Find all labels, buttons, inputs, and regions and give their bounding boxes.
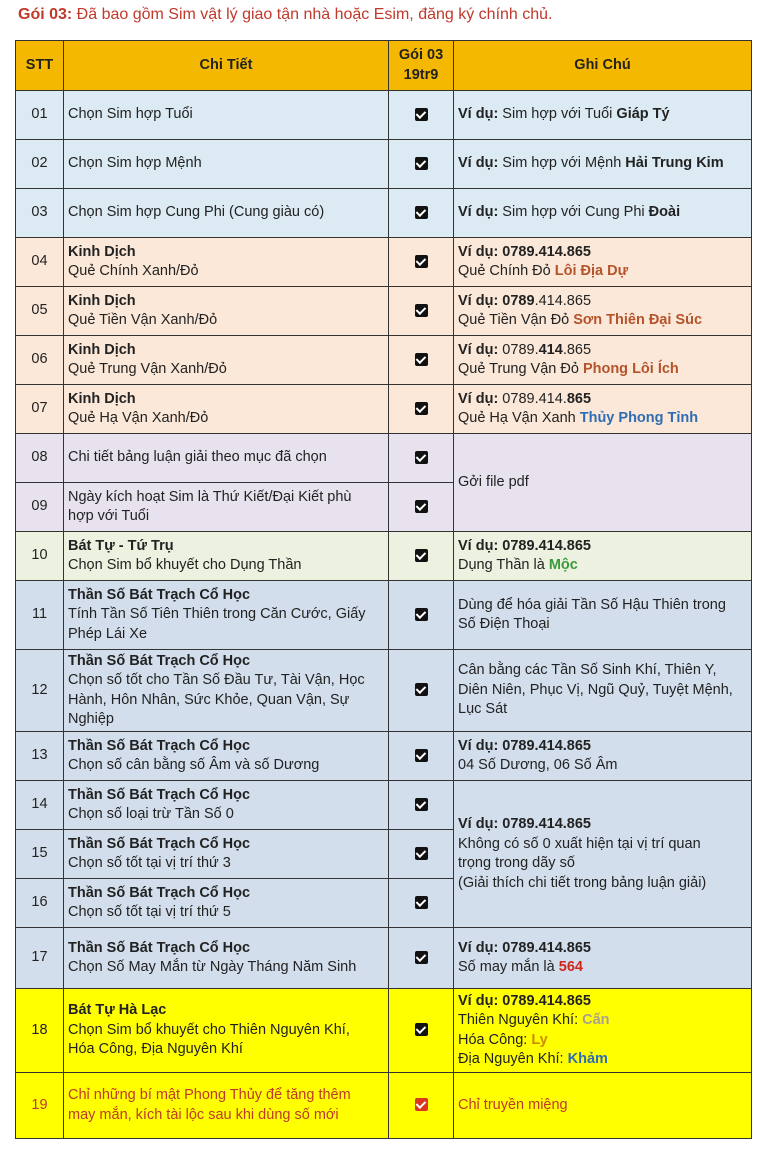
checked-checkbox-icon — [415, 108, 428, 121]
checked-checkbox-icon — [415, 402, 428, 415]
checked-checkbox-icon — [415, 608, 428, 621]
checked-checkbox-icon — [415, 304, 428, 317]
note-cell: Cân bằng các Tần Số Sinh Khí, Thiên Y, Diên Niên, Phục Vị, Ngũ Quỷ, Tuyệt Mệnh, Lục Sát — [454, 650, 752, 732]
table-row: 08 Chi tiết bảng luận giải theo mục đã chọn Gởi file pdf — [16, 434, 752, 483]
note-cell: Ví dụ: 0789.414.865 Quẻ Tiền Vận Đỏ Sơn Thiên Đại Súc — [454, 287, 752, 336]
package-table — [15, 40, 752, 1139]
checked-checkbox-icon — [415, 951, 428, 964]
detail-cell: Chọn Sim hợp Mệnh — [64, 140, 389, 189]
note-cell: Ví dụ: Sim hợp với Cung Phi Đoài — [454, 189, 752, 238]
checked-checkbox-icon — [415, 896, 428, 909]
table-row: 04 Kinh Dịch Quẻ Chính Xanh/Đỏ Ví dụ: 0789.414.865 Quẻ Chính Đỏ Lôi Địa Dự — [16, 238, 752, 287]
note-cell: Ví dụ: 0789.414.865 Thiên Nguyên Khí: Cấn Hóa Công: Ly Địa Nguyên Khí: Khảm — [454, 989, 752, 1073]
checked-checkbox-icon — [415, 798, 428, 811]
checked-checkbox-icon — [415, 847, 428, 860]
detail-cell: Kinh Dịch Quẻ Trung Vận Xanh/Đỏ — [64, 336, 389, 385]
detail-cell: Bát Tự - Tứ Trụ Chọn Sim bổ khuyết cho Dụng Thần — [64, 532, 389, 581]
heading-text: Đã bao gồm Sim vật lý giao tận nhà hoặc Esim, đăng ký chính chủ. — [72, 6, 553, 23]
detail-cell: Chọn Sim hợp Cung Phi (Cung giàu có) — [64, 189, 389, 238]
header-detail: Chi Tiết — [64, 41, 389, 91]
note-cell: Chỉ truyền miệng — [454, 1073, 752, 1139]
table-row: 10 Bát Tự - Tứ Trụ Chọn Sim bổ khuyết cho Dụng Thần Ví dụ: 0789.414.865 Dụng Thần là Mộc — [16, 532, 752, 581]
table-row: 09 Ngày kích hoạt Sim là Thứ Kiết/Đại Kiết phù hợp với Tuổi — [16, 483, 752, 532]
table-row: 18 Bát Tự Hà Lạc Chọn Sim bổ khuyết cho Thiên Nguyên Khí, Hóa Công, Địa Nguyên Khí Ví dụ: 0789.414.865 Thiên Nguyên Khí: Cấn Hóa Công: Ly Địa Nguyên Khí: Khảm — [16, 989, 752, 1073]
package-heading — [18, 6, 553, 24]
detail-cell: Kinh Dịch Quẻ Tiền Vận Xanh/Đỏ — [64, 287, 389, 336]
table-row: 02 Chọn Sim hợp Mệnh Ví dụ: Sim hợp với Mệnh Hải Trung Kim — [16, 140, 752, 189]
header-package: Gói 03 19tr9 — [389, 41, 454, 91]
note-cell: Ví dụ: 0789.414.865 Số may mắn là 564 — [454, 928, 752, 989]
checked-checkbox-icon — [415, 1023, 428, 1036]
checked-checkbox-icon — [415, 749, 428, 762]
checked-checkbox-icon — [415, 549, 428, 562]
table-row: 19 Chỉ những bí mật Phong Thủy để tăng thêm may mắn, kích tài lộc sau khi dùng số mới Chỉ truyền miệng — [16, 1073, 752, 1139]
detail-cell: Thần Số Bát Trạch Cổ Học Chọn số tốt tại vị trí thứ 3 — [64, 830, 389, 879]
table-row: 15 Thần Số Bát Trạch Cổ Học Chọn số tốt tại vị trí thứ 3 — [16, 830, 752, 879]
table-row: 03 Chọn Sim hợp Cung Phi (Cung giàu có) Ví dụ: Sim hợp với Cung Phi Đoài — [16, 189, 752, 238]
detail-cell: Thần Số Bát Trạch Cổ Học Chọn số loại trừ Tần Số 0 — [64, 781, 389, 830]
note-cell: Ví dụ: 0789.414.865 Quẻ Trung Vận Đỏ Phong Lôi Ích — [454, 336, 752, 385]
detail-cell: Chi tiết bảng luận giải theo mục đã chọn — [64, 434, 389, 483]
detail-cell: Thần Số Bát Trạch Cổ Học Chọn số cân bằng số Âm và số Dương — [64, 732, 389, 781]
note-cell: Ví dụ: Sim hợp với Mệnh Hải Trung Kim — [454, 140, 752, 189]
detail-cell: Ngày kích hoạt Sim là Thứ Kiết/Đại Kiết phù hợp với Tuổi — [64, 483, 389, 532]
note-cell: Gởi file pdf — [454, 434, 752, 532]
detail-cell: Kinh Dịch Quẻ Chính Xanh/Đỏ — [64, 238, 389, 287]
detail-cell: Chọn Sim hợp Tuổi — [64, 91, 389, 140]
table-row: 12 Thần Số Bát Trạch Cổ Học Chọn số tốt cho Tần Số Đầu Tư, Tài Vận, Học Hành, Hôn Nhân, Sức Khỏe, Quan Vận, Sự Nghiệp Cân bằng các Tần Số Sinh Khí, Thiên Y, Diên Niên, Phục Vị, Ngũ Quỷ, Tuyệt Mệnh, Lục Sát — [16, 650, 752, 732]
note-cell: Ví dụ: 0789.414.865 Quẻ Chính Đỏ Lôi Địa Dự — [454, 238, 752, 287]
table-row: 05 Kinh Dịch Quẻ Tiền Vận Xanh/Đỏ Ví dụ: 0789.414.865 Quẻ Tiền Vận Đỏ Sơn Thiên Đại Súc — [16, 287, 752, 336]
checked-checkbox-icon — [415, 206, 428, 219]
note-cell: Ví dụ: 0789.414.865 Quẻ Hạ Vận Xanh Thủy Phong Tỉnh — [454, 385, 752, 434]
table-row: 13 Thần Số Bát Trạch Cổ Học Chọn số cân bằng số Âm và số Dương Ví dụ: 0789.414.865 04 Số Dương, 06 Số Âm — [16, 732, 752, 781]
detail-cell: Thần Số Bát Trạch Cổ Học Tính Tần Số Tiên Thiên trong Căn Cước, Giấy Phép Lái Xe — [64, 581, 389, 650]
detail-cell: Bát Tự Hà Lạc Chọn Sim bổ khuyết cho Thiên Nguyên Khí, Hóa Công, Địa Nguyên Khí — [64, 989, 389, 1073]
note-cell: Dùng để hóa giải Tần Số Hậu Thiên trong Số Điện Thoại — [454, 581, 752, 650]
note-cell: Ví dụ: 0789.414.865 Dụng Thần là Mộc — [454, 532, 752, 581]
table-row: 14 Thần Số Bát Trạch Cổ Học Chọn số loại trừ Tần Số 0 Ví dụ: 0789.414.865 Không có số 0 xuất hiện tại vị trí quan trọng trong dãy số (Giải thích chi tiết trong bảng luận giải) — [16, 781, 752, 830]
table-row: 16 Thần Số Bát Trạch Cổ Học Chọn số tốt tại vị trí thứ 5 — [16, 879, 752, 928]
checked-checkbox-icon — [415, 451, 428, 464]
checked-checkbox-icon — [415, 157, 428, 170]
table-header-row — [16, 41, 752, 91]
note-cell: Ví dụ: 0789.414.865 Không có số 0 xuất hiện tại vị trí quan trọng trong dãy số (Giải thích chi tiết trong bảng luận giải) — [454, 781, 752, 928]
header-note: Ghi Chú — [454, 41, 752, 91]
detail-cell: Thần Số Bát Trạch Cổ Học Chọn Số May Mắn từ Ngày Tháng Năm Sinh — [64, 928, 389, 989]
table-row: 11 Thần Số Bát Trạch Cổ Học Tính Tần Số Tiên Thiên trong Căn Cước, Giấy Phép Lái Xe Dùng để hóa giải Tần Số Hậu Thiên trong Số Điện Thoại — [16, 581, 752, 650]
checked-checkbox-icon — [415, 500, 428, 513]
table-row: 06 Kinh Dịch Quẻ Trung Vận Xanh/Đỏ Ví dụ: 0789.414.865 Quẻ Trung Vận Đỏ Phong Lôi Ích — [16, 336, 752, 385]
header-stt: STT — [16, 41, 64, 91]
table-row: 01 Chọn Sim hợp Tuổi Ví dụ: Sim hợp với Tuổi Giáp Tý — [16, 91, 752, 140]
heading-lead: Gói 03: — [18, 6, 73, 23]
detail-cell: Thần Số Bát Trạch Cổ Học Chọn số tốt cho Tần Số Đầu Tư, Tài Vận, Học Hành, Hôn Nhân, Sức Khỏe, Quan Vận, Sự Nghiệp — [64, 650, 389, 732]
detail-cell: Kinh Dịch Quẻ Hạ Vận Xanh/Đỏ — [64, 385, 389, 434]
checked-checkbox-icon — [415, 683, 428, 696]
detail-cell: Chỉ những bí mật Phong Thủy để tăng thêm may mắn, kích tài lộc sau khi dùng số mới — [64, 1073, 389, 1139]
checked-checkbox-icon — [415, 353, 428, 366]
table-row: 07 Kinh Dịch Quẻ Hạ Vận Xanh/Đỏ Ví dụ: 0789.414.865 Quẻ Hạ Vận Xanh Thủy Phong Tỉnh — [16, 385, 752, 434]
checked-checkbox-icon — [415, 255, 428, 268]
note-cell: Ví dụ: 0789.414.865 04 Số Dương, 06 Số Âm — [454, 732, 752, 781]
detail-cell: Thần Số Bát Trạch Cổ Học Chọn số tốt tại vị trí thứ 5 — [64, 879, 389, 928]
checked-checkbox-icon — [415, 1098, 428, 1111]
note-cell: Ví dụ: Sim hợp với Tuổi Giáp Tý — [454, 91, 752, 140]
table-row: 17 Thần Số Bát Trạch Cổ Học Chọn Số May Mắn từ Ngày Tháng Năm Sinh Ví dụ: 0789.414.865 Số may mắn là 564 — [16, 928, 752, 989]
